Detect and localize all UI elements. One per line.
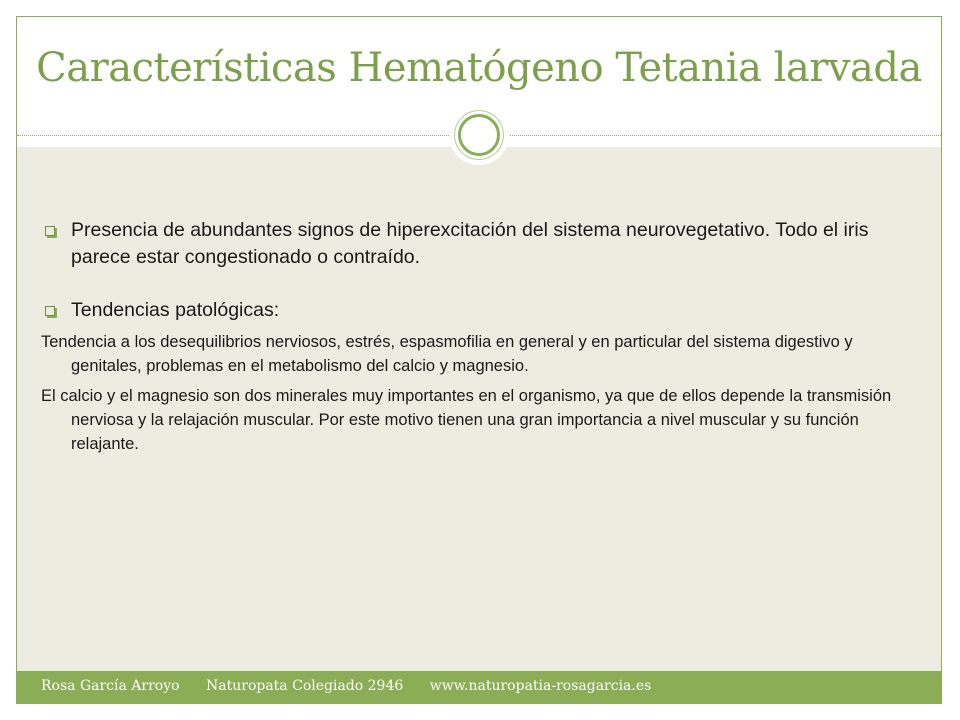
bullet-item xyxy=(41,217,921,271)
paragraph: Tendencia a los desequilibrios nerviosos, estrés, espasmofilia en general y en particular del sistema digestivo y genitales, problemas en el metabolismo del calcio y magnesio. xyxy=(41,333,853,375)
footer-bar xyxy=(17,671,941,703)
footer-website: www.naturopatia-rosagarcia.es xyxy=(429,678,652,694)
footer-text xyxy=(41,678,673,694)
bullet-item xyxy=(41,297,921,324)
footer-author: Rosa García Arroyo xyxy=(41,678,180,694)
square-bullet-icon xyxy=(45,226,55,236)
bullet-text: Presencia de abundantes signos de hiperexcitación del sistema neurovegetativo. Todo el iris parece estar congestionado o contraído. xyxy=(71,219,869,268)
paragraph: El calcio y el magnesio son dos minerales muy importantes en el organismo, ya que de ellos depende la transmisión nerviosa y la relajación muscular. Por este motivo tienen una gran importancia a nivel muscular y su función relajante. xyxy=(41,387,892,453)
bullet-text: Tendencias patológicas: xyxy=(71,299,280,321)
slide-title: Características Hematógeno Tetania larvada xyxy=(36,45,922,91)
footer-credential: Naturopata Colegiado 2946 xyxy=(206,678,404,694)
divider-circle-icon xyxy=(458,114,500,156)
slide xyxy=(16,16,942,704)
square-bullet-icon xyxy=(45,306,55,316)
slide-body xyxy=(41,217,921,462)
